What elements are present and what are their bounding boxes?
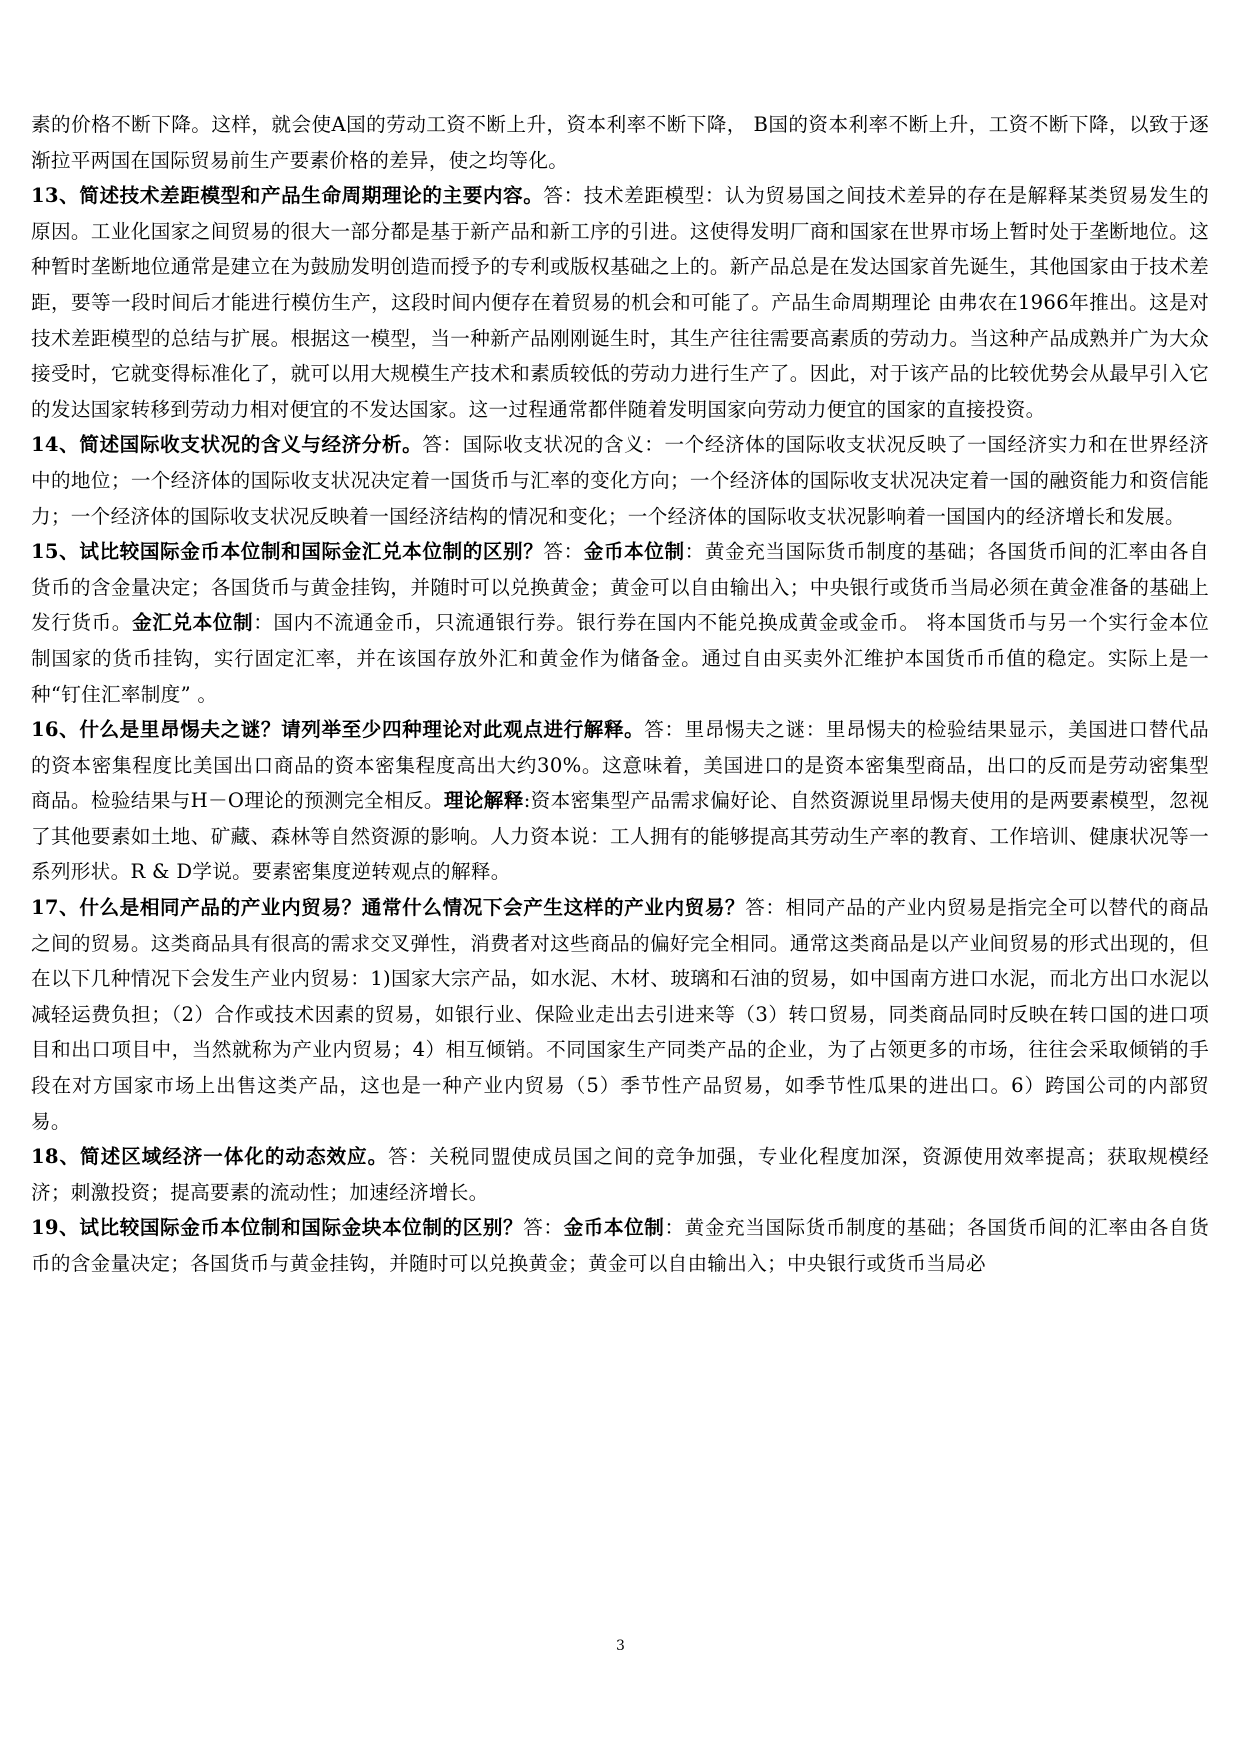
- q17-question: 17、什么是相同产品的产业内贸易？通常什么情况下会产生这样的产业内贸易？: [31, 896, 746, 920]
- q15-answer-lead: 答：: [543, 540, 584, 564]
- q14-question: 14、简述国际收支状况的含义与经济分析。: [31, 433, 423, 457]
- q19-text-gold-coin: ：黄金充当国际货币制度的基础；各国货币间的汇率由各自货币的含金量决定；各国货币与黄金挂钩，并随时可以兑换黄金；黄金可以自由输出入；中央银行或货币当局必: [31, 1216, 1209, 1275]
- q15-question: 15、试比较国际金币本位制和国际金汇兑本位制的区别？: [31, 540, 544, 564]
- document-body: [31, 107, 1209, 1282]
- q19-question: 19、试比较国际金币本位制和国际金块本位制的区别？: [31, 1216, 524, 1240]
- q19-paragraph: [31, 1210, 1209, 1281]
- q16-answer-part1: 答：里昂惕夫之谜：里昂惕夫的检验结果显示，美国进口替代品的资本密集程度比美国出口商品的资本密集程度高出大约30%。这意味着，美国进口的是资本密集型商品，出口的反而是劳动密集型商品。检验结果与H－O理论的预测完全相反。: [31, 718, 1209, 813]
- q18-answer: 答：关税同盟使成员国之间的竞争加强，专业化程度加深，资源使用效率提高；获取规模经济；刺激投资；提高要素的流动性；加速经济增长。: [31, 1145, 1209, 1204]
- q18-question: 18、简述区域经济一体化的动态效应。: [31, 1145, 389, 1169]
- intro-paragraph: 素的价格不断下降。这样，就会使A国的劳动工资不断上升，资本利率不断下降， B国的资本利率不断上升，工资不断下降，以致于逐渐拉平两国在国际贸易前生产要素价格的差异，使之均等化。: [31, 113, 1209, 172]
- q19-term-gold-coin: 金币本位制: [563, 1216, 665, 1240]
- q15-term-gold-exchange: 金汇兑本位制: [132, 611, 254, 635]
- q15-term-gold-coin: 金币本位制: [583, 540, 685, 564]
- page-number: 3: [616, 1638, 625, 1654]
- q16-answer-part2: :资本密集型产品需求偏好论、自然资源说里昂惕夫使用的是两要素模型，忽视了其他要素如土地、矿藏、森林等自然资源的影响。人力资本说：工人拥有的能够提高其劳动生产率的教育、工作培训、健康状况等一系列形状。R & D学说。要素密集度逆转观点的解释。: [31, 789, 1210, 884]
- q16-question: 16、什么是里昂惕夫之谜？请列举至少四种理论对此观点进行解释。: [31, 718, 645, 742]
- q13-paragraph: [31, 178, 1209, 427]
- q15-text-gold-exchange: ：国内不流通金币，只流通银行券。银行券在国内不能兑换成黄金或金币。 将本国货币与另一个实行金本位制国家的货币挂钩，实行固定汇率，并在该国存放外汇和黄金作为储备金。通过自由买卖外汇维护本国货币币值的稳定。实际上是一种“钉住汇率制度” 。: [31, 611, 1209, 706]
- q16-paragraph: [31, 712, 1209, 890]
- q13-question: 13、简述技术差距模型和产品生命周期理论的主要内容。: [31, 184, 544, 208]
- q18-paragraph: [31, 1139, 1209, 1210]
- q13-answer: 答：技术差距模型：认为贸易国之间技术差异的存在是解释某类贸易发生的原因。工业化国家之间贸易的很大一部分都是基于新产品和新工序的引进。这使得发明厂商和国家在世界市场上暂时处于垄断地位。这种暂时垄断地位通常是建立在为鼓励发明创造而授予的专利或版权基础之上的。新产品总是在发达国家首先诞生，其他国家由于技术差距，要等一段时间后才能进行模仿生产，这段时间内便存在着贸易的机会和可能了。产品生命周期理论 由弗农在1966年推出。这是对技术差距模型的总结与扩展。根据这一模型，当一种新产品刚刚诞生时，其生产往往需要高素质的劳动力。当这种产品成熟并广为大众接受时，它就变得标准化了，就可以用大规模生产技术和素质较低的劳动力进行生产了。因此，对于该产品的比较优势会从最早引入它的发达国家转移到劳动力相对便宜的不发达国家。这一过程通常都伴随着发明国家向劳动力便宜的国家的直接投资。: [31, 184, 1209, 421]
- q15-text-gold-coin: ：黄金充当国际货币制度的基础；各国货币间的汇率由各自货币的含金量决定；各国货币与黄金挂钩，并随时可以兑换黄金；黄金可以自由输出入；中央银行或货币当局必须在黄金准备的基础上发行货币。: [31, 540, 1209, 635]
- q19-answer-lead: 答：: [523, 1216, 564, 1240]
- q15-paragraph: [31, 534, 1209, 712]
- q16-term-theory: 理论解释: [443, 789, 524, 813]
- q14-answer: 答：国际收支状况的含义：一个经济体的国际收支状况反映了一国经济实力和在世界经济中的地位；一个经济体的国际收支状况决定着一国货币与汇率的变化方向；一个经济体的国际收支状况决定着一国的融资能力和资信能力；一个经济体的国际收支状况反映着一国经济结构的情况和变化；一个经济体的国际收支状况影响着一国国内的经济增长和发展。: [31, 433, 1209, 528]
- q17-paragraph: [31, 890, 1209, 1139]
- q14-paragraph: [31, 427, 1209, 534]
- q17-answer: 答：相同产品的产业内贸易是指完全可以替代的商品之间的贸易。这类商品具有很高的需求交叉弹性，消费者对这些商品的偏好完全相同。通常这类商品是以产业间贸易的形式出现的，但在以下几种情况下会发生产业内贸易：1)国家大宗产品，如水泥、木材、玻璃和石油的贸易，如中国南方进口水泥，而北方出口水泥以减轻运费负担；（2）合作或技术因素的贸易，如银行业、保险业走出去引进来等（3）转口贸易，同类商品同时反映在转口国的进口项目和出口项目中，当然就称为产业内贸易；4）相互倾销。不同国家生产同类产品的企业，为了占领更多的市场，往往会采取倾销的手段在对方国家市场上出售这类产品，这也是一种产业内贸易（5）季节性产品贸易，如季节性瓜果的进出口。6）跨国公司的内部贸易。: [31, 896, 1209, 1133]
